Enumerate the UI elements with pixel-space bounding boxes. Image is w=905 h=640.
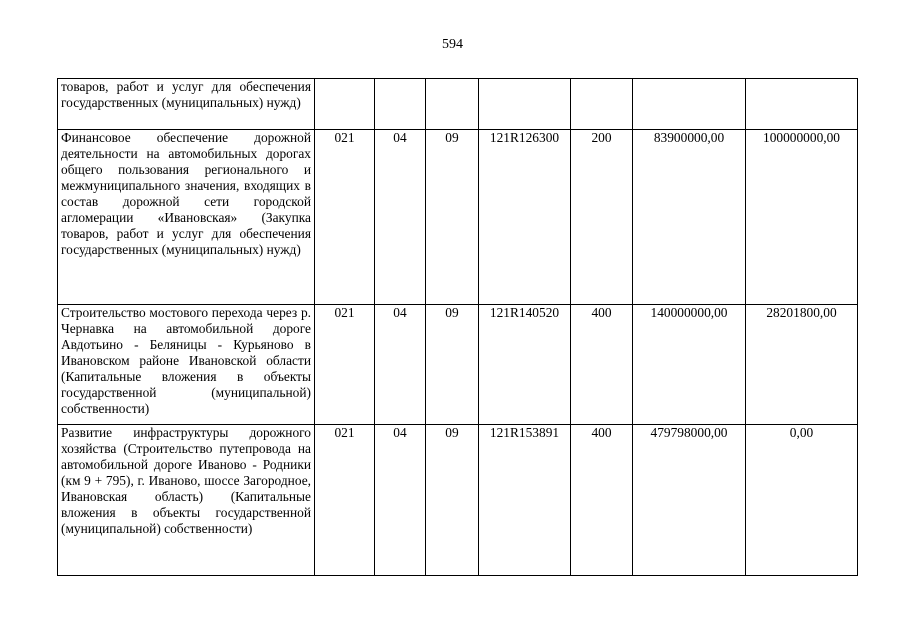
- amount-year-1: 140000000,00: [633, 305, 746, 425]
- target-article-code: 121R140520: [479, 305, 571, 425]
- grbs-code: 021: [315, 130, 375, 305]
- grbs-code: [315, 79, 375, 130]
- table-row: [58, 425, 858, 576]
- amount-year-1: 83900000,00: [633, 130, 746, 305]
- amount-year-1: [633, 79, 746, 130]
- subsection-code: 09: [426, 425, 479, 576]
- expense-type-code: 200: [571, 130, 633, 305]
- row-description: Финансовое обеспечение дорожной деятельности на автомобильных дорогах общего пользования регионального и межмуниципального значения, входящих в состав дорожной сети городской агломерации «Ивановская» (Закупка товаров, работ и услуг для обеспечения государственных (муниципальных) нужд): [58, 130, 315, 305]
- expense-type-code: 400: [571, 425, 633, 576]
- table-row: [58, 79, 858, 130]
- row-description: товаров, работ и услуг для обеспечения государственных (муниципальных) нужд): [58, 79, 315, 130]
- amount-year-2: 0,00: [746, 425, 858, 576]
- section-code: 04: [375, 130, 426, 305]
- expense-type-code: [571, 79, 633, 130]
- grbs-code: 021: [315, 305, 375, 425]
- target-article-code: [479, 79, 571, 130]
- row-description: Строительство мостового перехода через р. Чернавка на автомобильной дороге Авдотьино - Беляницы - Курьяново в Ивановском районе Ивановской области (Капитальные вложения в объекты государственной (муниципальной) собственности): [58, 305, 315, 425]
- section-code: 04: [375, 305, 426, 425]
- grbs-code: 021: [315, 425, 375, 576]
- section-code: 04: [375, 425, 426, 576]
- amount-year-2: [746, 79, 858, 130]
- row-description: Развитие инфраструктуры дорожного хозяйства (Строительство путепровода на автомобильной дороге Иваново - Родники (км 9 + 795), г. Иваново, шоссе Загородное, Ивановская область) (Капитальные вложения в объекты государственной (муниципальной) собственности): [58, 425, 315, 576]
- expense-type-code: 400: [571, 305, 633, 425]
- amount-year-2: 100000000,00: [746, 130, 858, 305]
- budget-table: [57, 78, 858, 576]
- amount-year-2: 28201800,00: [746, 305, 858, 425]
- subsection-code: 09: [426, 305, 479, 425]
- table-row: [58, 130, 858, 305]
- page-number: 594: [442, 37, 463, 52]
- target-article-code: 121R126300: [479, 130, 571, 305]
- amount-year-1: 479798000,00: [633, 425, 746, 576]
- section-code: [375, 79, 426, 130]
- target-article-code: 121R153891: [479, 425, 571, 576]
- table-row: [58, 305, 858, 425]
- subsection-code: [426, 79, 479, 130]
- subsection-code: 09: [426, 130, 479, 305]
